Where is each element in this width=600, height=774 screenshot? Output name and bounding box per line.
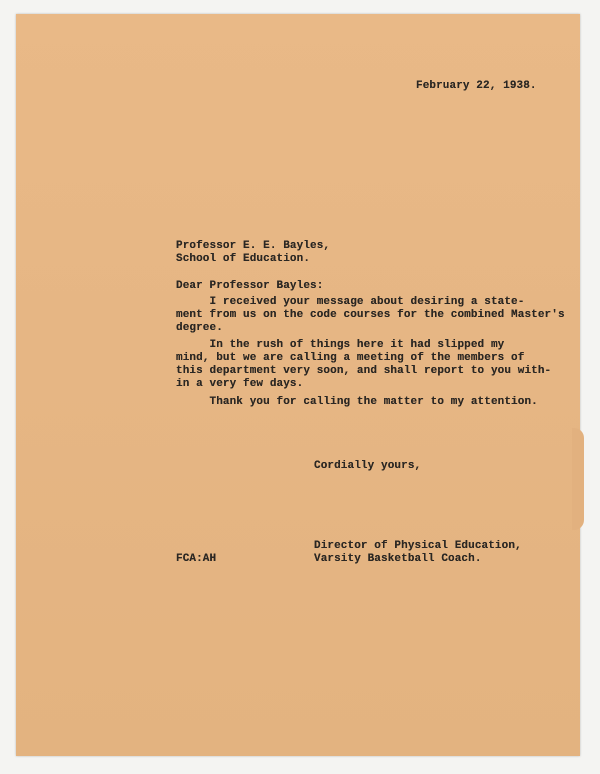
signature-title-line2: Varsity Basketball Coach. [314,553,482,565]
paragraph-line: Thank you for calling the matter to my attention. [176,396,538,408]
recipient-org: School of Education. [176,253,311,265]
paragraph-line: In the rush of things here it had slipped my [176,339,505,351]
paper-tab [572,428,584,530]
recipient-name: Professor E. E. Bayles, [176,240,331,252]
paragraph-line: in a very few days. [176,378,304,390]
signature-title-line1: Director of Physical Education, [314,540,522,552]
paragraph-line: this department very soon, and shall report to you with- [176,365,552,377]
paragraph-line: degree. [176,322,223,334]
paragraph-line: I received your message about desiring a state- [176,296,525,308]
closing: Cordially yours, [314,460,422,472]
paragraph-line: mind, but we are calling a meeting of the members of [176,352,525,364]
reference-initials: FCA:AH [176,553,217,565]
letter-date: February 22, 1938. [416,80,537,92]
salutation: Dear Professor Bayles: [176,280,324,292]
paragraph-line: ment from us on the code courses for the combined Master's [176,309,565,321]
